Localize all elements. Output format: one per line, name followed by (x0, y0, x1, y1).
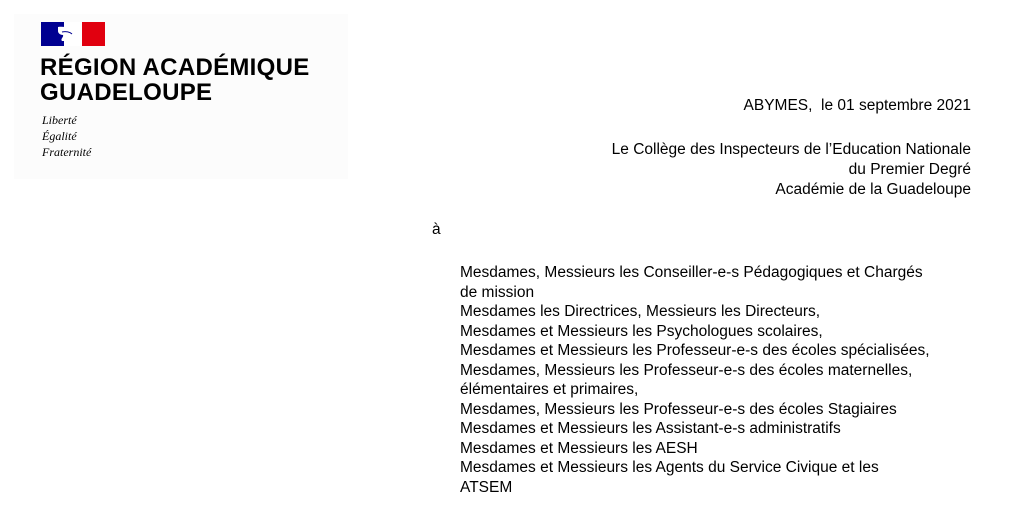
recipient-prefix: à (432, 221, 441, 238)
recipient-line: ATSEM (460, 478, 513, 496)
org-name-line-1: RÉGION ACADÉMIQUE (40, 54, 310, 81)
motto-fraternite: Fraternité (42, 145, 92, 159)
motto-egalite: Égalité (42, 129, 77, 143)
motto-liberte: Liberté (42, 113, 77, 127)
marianne-profile-icon (48, 25, 84, 43)
sender-line-1: Le Collège des Inspecteurs de l’Education Nationale (611, 141, 971, 158)
org-name-line-2: GUADELOUPE (40, 79, 213, 106)
recipient-line: Mesdames, Messieurs les Conseiller-e-s Pédagogiques et Chargés (460, 264, 923, 281)
recipient-line: Mesdames et Messieurs les Agents du Service Civique et les (460, 459, 879, 476)
recipient-line: Mesdames, Messieurs les Professeur-e-s des écoles maternelles, (460, 361, 913, 379)
flag-red-band (82, 22, 105, 46)
sender-line-2: du Premier Degré (848, 161, 971, 178)
date-line: ABYMES, le 01 septembre 2021 (743, 97, 971, 114)
recipient-line: élémentaires et primaires, (460, 381, 639, 398)
recipient-line: Mesdames et Messieurs les Professeur-e-s des écoles spécialisées, (460, 342, 930, 359)
recipient-line: Mesdames et Messieurs les Assistant-e-s administratifs (460, 420, 841, 437)
recipient-line: Mesdames et Messieurs les AESH (460, 439, 698, 457)
sender-line-3: Académie de la Guadeloupe (775, 181, 971, 198)
recipient-line: de mission (460, 283, 535, 301)
recipient-list (460, 263, 990, 497)
recipient-line: Mesdames les Directrices, Messieurs les Directeurs, (460, 303, 821, 320)
recipient-line: Mesdames et Messieurs les Psychologues scolaires, (460, 322, 823, 340)
recipient-line: Mesdames, Messieurs les Professeur-e-s des écoles Stagiaires (460, 400, 897, 418)
